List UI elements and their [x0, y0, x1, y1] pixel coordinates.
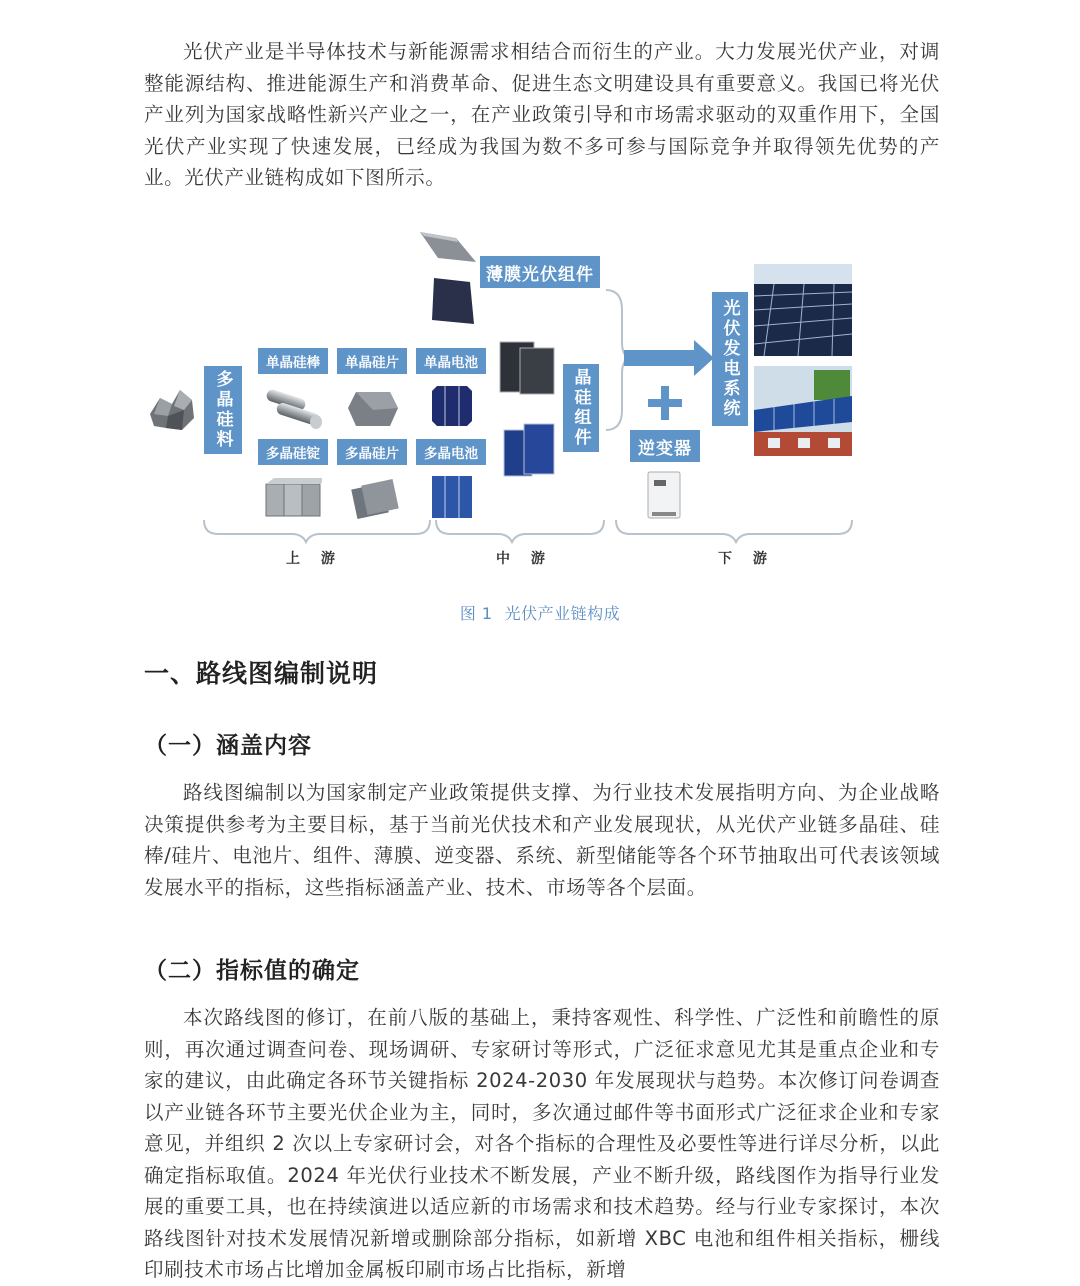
polysilicon-material-box: [204, 366, 242, 454]
pv-system-label: 光伏发电系统: [719, 299, 740, 419]
mono-wafer-image: [346, 386, 400, 432]
mono-cell-box: [416, 348, 486, 374]
inverter-box: [630, 430, 700, 462]
stage-upstream: 上 游: [286, 551, 343, 567]
silicon-rod-image: [262, 386, 324, 434]
stage-downstream: 下 游: [718, 551, 775, 567]
solar-farm-image: [754, 264, 852, 356]
poly-module-image: [502, 422, 556, 478]
poly-wafer-box: [337, 439, 407, 465]
section-heading: 一、路线图编制说明: [144, 659, 379, 688]
inverter-label: 逆变器: [638, 438, 692, 459]
poly-wafer-image: [348, 476, 402, 520]
poly-wafer-label: 多晶硅片: [345, 446, 399, 462]
inverter-image: [646, 470, 684, 522]
mono-module-image: [498, 340, 556, 396]
mono-cell-image: [432, 386, 472, 426]
pv-industry-chain-figure: [140, 222, 860, 582]
stage-braces: [202, 518, 860, 548]
indicators-paragraph: 本次路线图的修订，在前八版的基础上，秉持客观性、科学性、广泛性和前瞻性的原则，再次通过调查问卷、现场调研、专家研讨等形式，广泛征求意见尤其是重点企业和专家的建议，由此确定各环节关键指标 2024-2030 年发展现状与趋势。本次修订问卷调查以产业链各环节主要光伏企业为主，同时，多次通过邮件等书面形式广泛征求企业和专家意见，并组织 2 次以上专家研讨会，对各个指标的合理性及必要性等进行详尽分析，以此确定指标取值。2024 年光伏行业技术不断发展，产业不断升级，路线图作为指导行业发展的重要工具，也在持续演进以适应新的市场需求和技术趋势。经与行业专家探讨，本次路线图针对技术发展情况新增或删除部分指标，如新增 XBC 电池和组件相关指标，栅线印刷技术市场占比增加金属板印刷市场占比指标，新增: [144, 1006, 940, 1281]
polysilicon-material-label: 多晶硅料: [212, 370, 233, 450]
thin-film-module-label: 薄膜光伏组件: [486, 264, 594, 285]
poly-cell-box: [416, 439, 486, 465]
figure-caption: [0, 601, 1080, 624]
subsection-heading-coverage: （一）涵盖内容: [144, 733, 312, 759]
stage-midstream: 中 游: [496, 551, 553, 567]
subsection-heading-indicators: （二）指标值的确定: [144, 958, 360, 984]
figure-caption-text: 光伏产业链构成: [504, 604, 621, 623]
crystalline-module-label: 晶硅组件: [570, 368, 591, 448]
poly-ingot-label: 多晶硅锭: [266, 446, 320, 462]
polysilicon-chunks-image: [146, 384, 198, 434]
poly-ingot-image: [264, 476, 322, 520]
coverage-paragraph: 路线图编制以为国家制定产业政策提供支撑、为行业技术发展指明方向、为企业战略决策提供参考为主要目标，基于当前光伏技术和产业发展现状，从光伏产业链多晶硅、硅棒/硅片、电池片、组件、薄膜、逆变器、系统、新型储能等各个环节抽取出可代表该领域发展水平的指标，这些指标涵盖产业、技术、市场等各个层面。: [144, 781, 940, 899]
poly-ingot-box: [258, 439, 328, 465]
thin-film-panel-image: [430, 276, 476, 328]
mono-rod-box: [258, 348, 328, 374]
mono-wafer-box: [337, 348, 407, 374]
rooftop-solar-image: [754, 366, 852, 456]
pv-system-box: [712, 292, 748, 426]
plus-icon: [648, 386, 682, 420]
thin-film-module-box: [480, 256, 600, 288]
poly-cell-image: [432, 476, 472, 518]
thin-film-flexible-image: [416, 228, 478, 268]
mono-cell-label: 单晶电池: [424, 355, 478, 371]
intro-paragraph: 光伏产业是半导体技术与新能源需求相结合而衍生的产业。大力发展光伏产业，对调整能源结构、推进能源生产和消费革命、促进生态文明建设具有重要意义。我国已将光伏产业列为国家战略性新兴产业之一，在产业政策引导和市场需求驱动的双重作用下，全国光伏产业实现了快速发展，已经成为我国为数不多可参与国际竞争并取得领先优势的产业。光伏产业链构成如下图所示。: [144, 40, 940, 189]
crystalline-module-box: [563, 364, 599, 452]
mono-wafer-label: 单晶硅片: [345, 355, 399, 371]
poly-cell-label: 多晶电池: [424, 446, 478, 462]
figure-caption-label: 图 1: [459, 604, 493, 623]
mono-rod-label: 单晶硅棒: [266, 355, 320, 371]
